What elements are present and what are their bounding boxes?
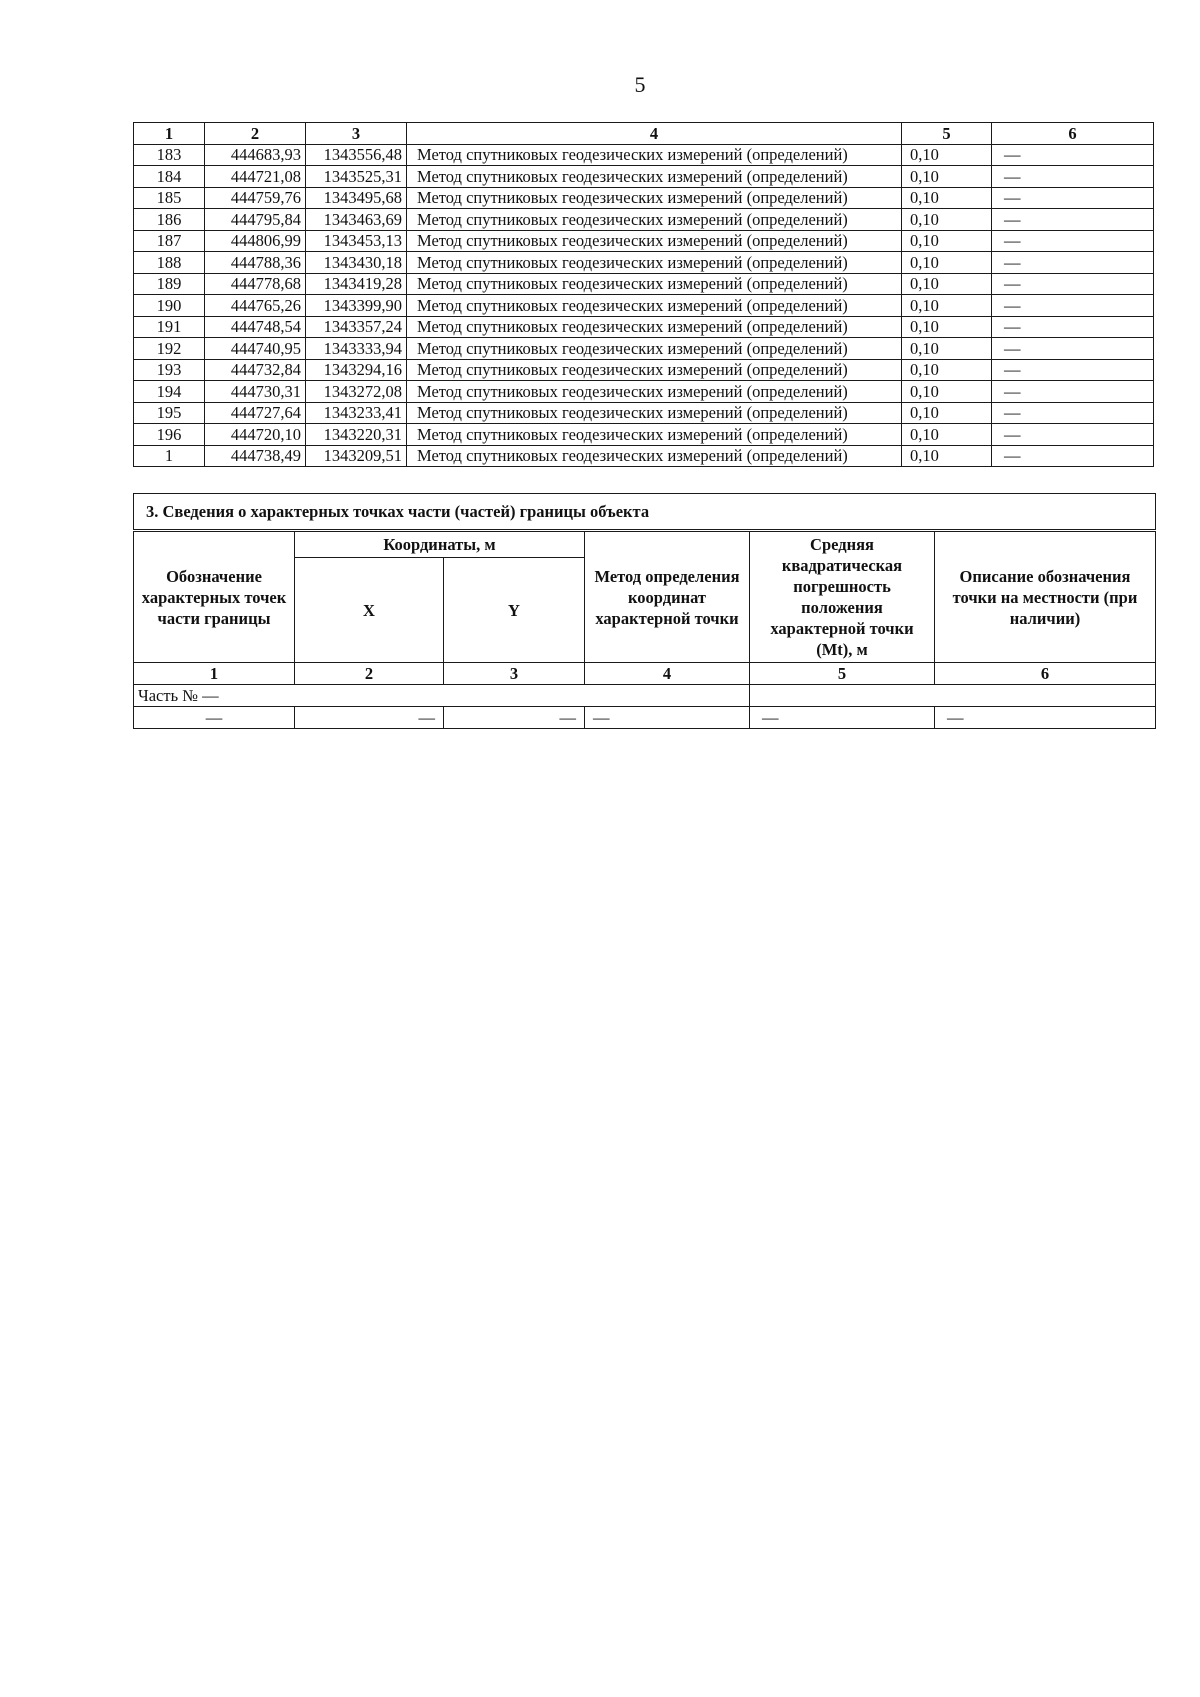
point-number: 196: [134, 424, 205, 446]
accuracy-cell: 0,10: [902, 166, 992, 188]
table-row: [134, 445, 1154, 467]
point-number: 185: [134, 187, 205, 209]
method-cell: Метод спутниковых геодезических измерений (определений): [407, 166, 902, 188]
accuracy-cell: 0,10: [902, 359, 992, 381]
y-coordinate: 1343220,31: [306, 424, 407, 446]
accuracy-cell: 0,10: [902, 381, 992, 403]
table-row: [134, 209, 1154, 231]
y-coordinate: 1343294,16: [306, 359, 407, 381]
y-coordinate: 1343495,68: [306, 187, 407, 209]
x-coordinate: 444748,54: [205, 316, 306, 338]
x-coordinate: 444720,10: [205, 424, 306, 446]
x-coordinate: 444778,68: [205, 273, 306, 295]
table-row: [134, 316, 1154, 338]
column-number: 1: [134, 663, 295, 685]
y-coordinate: 1343453,13: [306, 230, 407, 252]
x-coordinate: 444765,26: [205, 295, 306, 317]
header-x: X: [295, 558, 444, 663]
y-coordinate: 1343333,94: [306, 338, 407, 360]
table-row: [134, 144, 1154, 166]
point-number: 192: [134, 338, 205, 360]
y-coordinate: 1343272,08: [306, 381, 407, 403]
point-number: 195: [134, 402, 205, 424]
method-cell: Метод спутниковых геодезических измерений (определений): [407, 295, 902, 317]
method-cell: Метод спутниковых геодезических измерений (определений): [407, 424, 902, 446]
column-number: 1: [134, 123, 205, 145]
dash-cell: —: [750, 707, 935, 729]
coordinates-table: [133, 122, 1154, 467]
point-number: 187: [134, 230, 205, 252]
point-number: 189: [134, 273, 205, 295]
description-cell: —: [992, 359, 1154, 381]
column-number: 6: [992, 123, 1154, 145]
column-number: 5: [902, 123, 992, 145]
header-method: Метод определения координат характерной точки: [585, 531, 750, 663]
accuracy-cell: 0,10: [902, 144, 992, 166]
x-coordinate: 444806,99: [205, 230, 306, 252]
header-designation: Обозначение характерных точек части границы: [134, 531, 295, 663]
dash-cell: —: [134, 707, 295, 729]
table-row: [134, 359, 1154, 381]
table-row: [134, 402, 1154, 424]
dash-cell: —: [444, 707, 585, 729]
point-number: 183: [134, 144, 205, 166]
part-label: Часть № —: [134, 685, 750, 707]
table-row: [134, 187, 1154, 209]
x-coordinate: 444730,31: [205, 381, 306, 403]
y-coordinate: 1343556,48: [306, 144, 407, 166]
column-number: 3: [444, 663, 585, 685]
method-cell: Метод спутниковых геодезических измерений (определений): [407, 187, 902, 209]
table-row: [134, 295, 1154, 317]
y-coordinate: 1343430,18: [306, 252, 407, 274]
x-coordinate: 444721,08: [205, 166, 306, 188]
point-number: 1: [134, 445, 205, 467]
column-numbers-row: [134, 663, 1156, 685]
point-number: 184: [134, 166, 205, 188]
method-cell: Метод спутниковых геодезических измерений (определений): [407, 402, 902, 424]
column-number: 6: [935, 663, 1156, 685]
table-header-row: [134, 123, 1154, 145]
x-coordinate: 444683,93: [205, 144, 306, 166]
section3-title: 3. Сведения о характерных точках части (частей) границы объекта: [134, 494, 1156, 531]
x-coordinate: 444732,84: [205, 359, 306, 381]
table-row: [134, 166, 1154, 188]
method-cell: Метод спутниковых геодезических измерений (определений): [407, 252, 902, 274]
method-cell: Метод спутниковых геодезических измерений (определений): [407, 230, 902, 252]
point-number: 188: [134, 252, 205, 274]
page-number: 5: [634, 72, 646, 97]
accuracy-cell: 0,10: [902, 273, 992, 295]
y-coordinate: 1343463,69: [306, 209, 407, 231]
table-row: [134, 381, 1154, 403]
description-cell: —: [992, 230, 1154, 252]
description-cell: —: [992, 381, 1154, 403]
point-number: 191: [134, 316, 205, 338]
x-coordinate: 444738,49: [205, 445, 306, 467]
method-cell: Метод спутниковых геодезических измерений (определений): [407, 338, 902, 360]
accuracy-cell: 0,10: [902, 338, 992, 360]
accuracy-cell: 0,10: [902, 295, 992, 317]
description-cell: —: [992, 166, 1154, 188]
x-coordinate: 444727,64: [205, 402, 306, 424]
description-cell: —: [992, 295, 1154, 317]
x-coordinate: 444740,95: [205, 338, 306, 360]
header-coordinates: Координаты, м: [295, 531, 585, 558]
accuracy-cell: 0,10: [902, 445, 992, 467]
header-description: Описание обозначения точки на местности (при наличии): [935, 531, 1156, 663]
table-row: [134, 273, 1154, 295]
column-number: 2: [295, 663, 444, 685]
description-cell: —: [992, 402, 1154, 424]
accuracy-cell: 0,10: [902, 424, 992, 446]
x-coordinate: 444759,76: [205, 187, 306, 209]
dash-cell: —: [935, 707, 1156, 729]
description-cell: —: [992, 187, 1154, 209]
method-cell: Метод спутниковых геодезических измерений (определений): [407, 381, 902, 403]
description-cell: —: [992, 424, 1154, 446]
description-cell: —: [992, 445, 1154, 467]
table-row: [134, 424, 1154, 446]
column-number: 5: [750, 663, 935, 685]
accuracy-cell: 0,10: [902, 316, 992, 338]
description-cell: —: [992, 144, 1154, 166]
point-number: 193: [134, 359, 205, 381]
table-row: [134, 230, 1154, 252]
column-number: 2: [205, 123, 306, 145]
description-cell: —: [992, 209, 1154, 231]
header-y: Y: [444, 558, 585, 663]
method-cell: Метод спутниковых геодезических измерений (определений): [407, 209, 902, 231]
accuracy-cell: 0,10: [902, 187, 992, 209]
table-row: [134, 252, 1154, 274]
description-cell: —: [992, 252, 1154, 274]
accuracy-cell: 0,10: [902, 402, 992, 424]
accuracy-cell: 0,10: [902, 230, 992, 252]
description-cell: —: [992, 273, 1154, 295]
method-cell: Метод спутниковых геодезических измерений (определений): [407, 273, 902, 295]
header-accuracy: Средняя квадратическая погрешность положения характерной точки (Mt), м: [750, 531, 935, 663]
dash-cell: —: [295, 707, 444, 729]
point-number: 186: [134, 209, 205, 231]
empty-data-row: [134, 707, 1156, 729]
method-cell: Метод спутниковых геодезических измерений (определений): [407, 359, 902, 381]
column-number: 4: [407, 123, 902, 145]
method-cell: Метод спутниковых геодезических измерений (определений): [407, 144, 902, 166]
part-empty-cell: [750, 685, 1156, 707]
method-cell: Метод спутниковых геодезических измерений (определений): [407, 316, 902, 338]
y-coordinate: 1343357,24: [306, 316, 407, 338]
y-coordinate: 1343525,31: [306, 166, 407, 188]
dash-cell: —: [585, 707, 750, 729]
accuracy-cell: 0,10: [902, 252, 992, 274]
x-coordinate: 444795,84: [205, 209, 306, 231]
x-coordinate: 444788,36: [205, 252, 306, 274]
column-number: 3: [306, 123, 407, 145]
table-row: [134, 338, 1154, 360]
section3-table: [133, 493, 1156, 729]
column-number: 4: [585, 663, 750, 685]
y-coordinate: 1343419,28: [306, 273, 407, 295]
y-coordinate: 1343233,41: [306, 402, 407, 424]
point-number: 190: [134, 295, 205, 317]
point-number: 194: [134, 381, 205, 403]
description-cell: —: [992, 338, 1154, 360]
accuracy-cell: 0,10: [902, 209, 992, 231]
method-cell: Метод спутниковых геодезических измерений (определений): [407, 445, 902, 467]
y-coordinate: 1343209,51: [306, 445, 407, 467]
description-cell: —: [992, 316, 1154, 338]
y-coordinate: 1343399,90: [306, 295, 407, 317]
